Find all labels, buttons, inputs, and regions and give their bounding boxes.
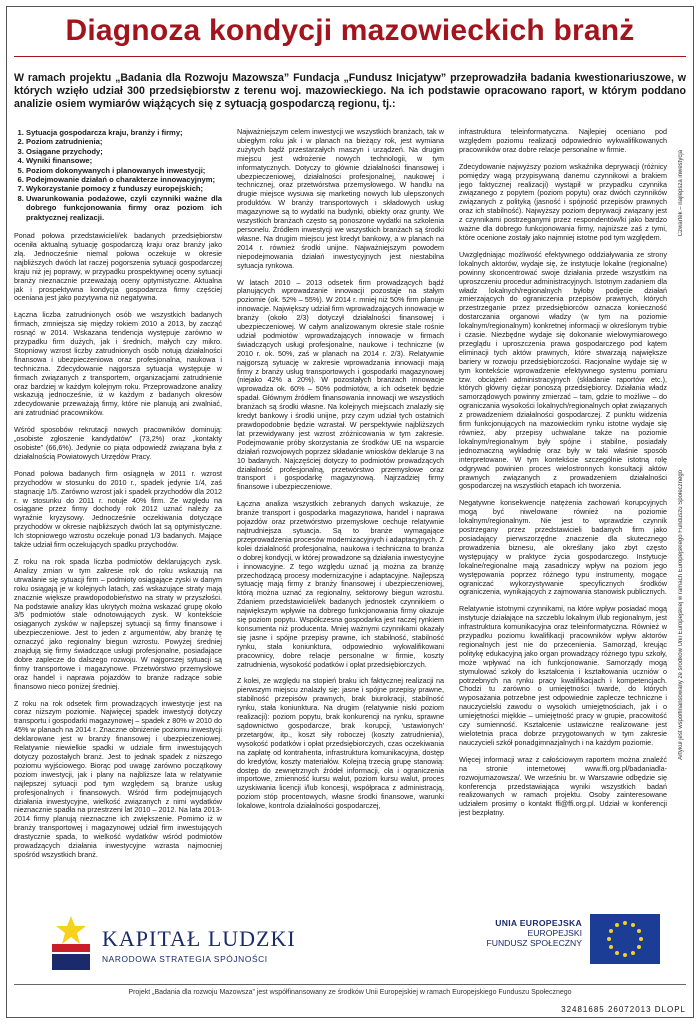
paragraph: Negatywne konsekwencje natężenia zachowań korupcyjnych mogą być niwelowane również na poziomie lokalnym/regionalnym. Nie jest to wprawdzie czynnik postrzegany przez przedstawicieli badanych firm jako posiadający pierwszorzędne znaczenie dla skutecznego prowadzenia biznesu, ale określany jako zbyt często występujący w praktyce życia gospodarczego. Instytucje lokalne/regionalne mają zasadniczy wpływ na poziom jego występowania poprzez różnego typu instrumenty, mogące ograniczać wykorzystywanie specyficznych środków ograniczenia, wynikających z zajmowania stanowisk publicznych. — [459, 498, 667, 597]
paragraph: Zdecydowanie najwyższy poziom wskaźnika deprywacji (różnicy pomiędzy wagą przypisywaną danemu czynnikowi a brakiem jego faktycznej realizacji) wystąpił w przypadku czynnika związanego z popytem (poziom popytu) oraz dwóch czynników związanych z polityką (jasność i spójność przepisów prawnych oraz ich stabilność). Najwyższy poziom deprywacji związany jest z czynnikami postrzeganymi przez respondentów/ki jako bardzo ważne dla dobrego funkcjonowania firmy, najniższe zaś z tymi, które ocenione zostały jako najmniej istotne pod tym względem. — [459, 161, 667, 242]
eu-logo — [474, 914, 674, 972]
eu-line-3: FUNDUSZ SPOŁECZNY — [486, 938, 582, 948]
eu-line-2: EUROPEJSKI — [527, 928, 582, 938]
paragraph: Relatywnie istotnymi czynnikami, na które wpływ posiadać mogą instytucje działające na szczeblu lokalnym i/lub regionalnym, jest infrastruktura komunikacyjna oraz teleinformatyczna. Również w przypadku poziomu kwalifikacji pracowników wpływ aktorów regionalnych jest nie do przecenienia. Samorząd, kreując politykę edukacyjną jako organ prowadzący różnego typu szkoły, może wpływać na ich funkcjonowanie. Samorządy mogą stymulować szkoły do kształcenia i kształtowania uczniów o potrzebnych na rynku pracy kwalifikacjach i kompetencjach. Chodzi tu zarówno o umiejętności twarde, do których wyposażania potrzebne jest odpowiednie zaplecze techniczne i nauczycielski zawodu o wysokich umiejętnościach, jak i o umiejętności miękkie – umiejętność pracy w grupie, pracowitość czy sumienność. Kształcenie ustawiczne realizowane jest wielotetnia praca dobrze przygotowanych w tym zakresie nauczycieli szkół ponadgimnazjalnych i na każdym poziomie. — [459, 604, 667, 747]
paragraph: Z roku na rok spada liczba podmiotów deklarujących zysk. Analizy zmian w tym zakresie rok do roku wskazują na utrwalanie się sytuacji firm – podmioty osiągające zyski w danym roku osiągają je w kolejnych latach, zaś wskazujące straty mają znacznie większe prawdopodobieństwo na straty w przyszłości. Na podstawie analizy klas ukrytych można wskazać grupę około 3/5 podmiotów stale odnotowujących zysk. W kontekście osiąganych zysków w najlepszej sytuacji są firmy finansowe i ubezpieczeniowe. Jest to jeden z argumentów, aby branżę tę oznaczyć jako regionalny biegun wzrostu. Powyżej średniej znajdują się firmy świadczące usługi profesjonalne, posiadające dobre zaplecze do dalszego rozwoju. W najgorszej sytuacji są firmy transportowe i magazynowe. Przetwórstwo przemysłowe oraz handel i naprawa pojazdów to branże radzące sobie finansowo nieco poniżej średniej. — [14, 556, 222, 691]
list-item: 6. Podejmowanie działań o charakterze innowacyjnym; — [26, 175, 222, 184]
title-divider — [14, 56, 686, 57]
list-item: 1. Sytuacja gospodarcza kraju, branży i firmy; — [26, 128, 222, 137]
paragraph: Uwzględniając możliwość efektywnego oddziaływania ze strony lokalnych aktorów, wydaje się, że instytucje lokalne (regionalne) powinny skoncentrować swoje działania przede wszystkim na uproszczeniu procedur administracyjnych. Istotnym zadaniem dla władz lokalnych/regionalnych byłoby podjęcie działań zmierzających do ograniczenia przepisów prawnych, których przestrzeganie przez przedsiębiorców oznacza konieczność dostarczania organowi władzy (w tym na poziomie lokalnym/regionalnym) konkretnej informacji w określonym trybie i czasie. Niezbędne wydaje się dokonanie wielowymiarowego przeglądu i uproszczenia prawa gospodarczego pod kątem eliminacji tych aktów prawnych, które stwarzają największe bariery w rozwoju przedsiębiorczości. Racjonalne wydaje się w tym kontekście wprowadzenie efektywnego systemu pomiaru tzw. obciążeń administracyjnych (składanie raportów etc.), których główny ciężar ponoszą przedsiębiorcy. Działania władz samorządowych powinny zmierzać – tam, gdzie to możliwe – do ograniczania wysokości lokalnych/regionalnych opłat związanych z prowadzeniem działalności gospodarczej. Z punktu widzenia firm funkcjonujących na mazowieckim rynku istotne wydaje się również, aby przepisy uchwalane także na poziomie lokalnym/regionalnym były spójne i stabilne, posiadały jednoznaczną wykładnię oraz były w taki właśnie sposób interpretowane. W tym kontekście szczególnie istotną rolę odgrywać powinien proces wielostronnych konsultacji aktów prawnych związanych z prowadzeniem działalności gospodarczej na wszystkich etapach ich tworzenia. — [459, 249, 667, 491]
paragraph: Łączna liczba zatrudnionych osób we wszystkich badanych firmach, zmniejsza się między rokiem 2010 a 2013, by zacząć rosnąć w 2014. Wskazana tendencja występuje zarówno w przypadku firm dużych, jak i średnich, małych czy mikro. Stopniowy wzrost liczby zatrudnionych osób notują działalności finansowa i ubezpieczeniowa oraz profesjonalna, naukowa i techniczna. Zdecydowanie najgorsza sytuacja występuje w firmach związanych z transportem, organizacjami zatrudnienie oraz bardziej w każdym kolejnym roku. Przeprowadzone analizy wskazują jednocześnie, iż w każdym z badanych okresów zdecydowanie przeważają firmy, które nie planują ani zwalniać, ani zatrudniać pracowników. — [14, 310, 222, 418]
paragraph: Najważniejszym celem inwestycji we wszystkich branżach, tak w ubiegłym roku jak i w planach na bieżący rok, jest wymiana zużytych bądź przestarzałych maszyn i urządzeń. Na drugim miejscu jest wdrożenie nowych technologii, w tym informatycznych. Dotyczy to głównie działalności finansowej i ubezpieczeniowej, działalności profesjonalnej, naukowej i technicznej, oraz przetwórstwa przemysłowego. W handlu na drugie miejsce wysuwa się marketing nowych lub ulepszonych produktów. W branży transportowych i składowych usług magazynowe są to wydatki na budynki, obiekty oraz grunty. We wszystkich branżach często są ponoszone wydatki na szkolenia personelu. Źródłem inwestycji we wszystkich branżach są środki własne. Na drugim miejscu jest kredyt bankowy, a w planach na 2014 r. również środki unijne. Najważniejszym powodem niepodejmowania działań inwestycyjnych jest niestabilna sytuacja rynkowa. — [237, 128, 444, 270]
footer-divider — [14, 984, 686, 985]
kl-subtitle: NARODOWA STRATEGIA SPÓJNOŚCI — [102, 954, 268, 964]
paragraph: W latach 2010 – 2013 odsetek firm prowadzących bądź planujących wprowadzanie innowacji pozostaje na stałym poziomie (ok. 52% – 55%). W 2014 r. mniej niż 50% firm planuje innowacje. Największy udział firm wprowadzających innowacje w branży (około 2/3) dotyczył działalności finansowej i ubezpieczeniowej. W całym analizowanym okresie stale rośnie udział podmiotów wprowadzających innowacje w firmach świadczących usługi profesjonalne, naukowe i techniczne (w 2010 r. ok. 50%, zaś w planach na 2014 r. 2/3). Relatywnie najgorszą sytuację w zakresie wprowadzania innowacji mają firmy z branży usług transportowych i gospodarki magazynowej (niejako 42% a 20%). W pozostałych branżach innowacje wprowadza ok. 60% – 50% podmiotów, a ich odsetek będzie spadał. Głównym źródłem finansowania innowacji we wszystkich branżach są środki własne. Na kolejnych miejscach znalazły się kredyt bankowy i środki unijne, przy czym udział tych ostatnich prawdopodobnie będzie wzrastał. W perspektywie najbliższych lat przewidywany jest wzrost zróżnicowania w tym zakresie. Podejmowanie próby skorzystania ze środków UE na wsparcie działań rozwojowych poprzez składanie wniosków deklaruje 3 na 10 badanych. Najczęściej dotyczy to podmiotów prowadzących działalność profesjonalną, przetwórstwo przemysłowe oraz transport i gospodarkę magazynową. Najrzadziej firmy finansowe i ubezpieczeniowe. — [237, 277, 444, 492]
list-item: 2. Poziom zatrudnienia; — [26, 137, 222, 146]
paragraph: Wśród sposobów rekrutacji nowych pracowników dominują: „osobiste zgłoszenie kandydatów” (73,2%) oraz „kontakty osobiste” (66,6%). Jedynie co piąta odpowiedź związana była z działalnością Powiatowych Urzędów Pracy. — [14, 425, 222, 461]
eu-flag-icon — [590, 914, 660, 964]
logos-bar — [14, 908, 686, 978]
list-item: 4. Wyniki finansowe; — [26, 156, 222, 165]
list-item: 3. Osiągane przychody; — [26, 147, 222, 156]
eu-text — [474, 918, 582, 948]
print-stamp: 32481685 26072013 DLOPL — [561, 1005, 686, 1014]
dimensions-list — [14, 128, 222, 222]
paragraph: Ponad połowa przedstawicieli/ek badanych przedsiębiorstw oceniła aktualną sytuację gospodarczą kraju oraz branży jako złą. Jednocześnie niemal połowa oczekuje w okresie najbliższych dwóch lat raczej pogorszenia sytuacji gospodarczej kraju niż jej poprawy, w przypadku prospektywnej oceny sytuacji branży nieznacznie przeważają oceny optymistyczne. Aktualna jak i prospektywna kondycja gospodarcza firmy częściej oceniana jest jako pozytywna niż negatywna. — [14, 231, 222, 303]
column-1 — [14, 128, 222, 900]
footer-note: Projekt „Badania dla rozwoju Mazowsza” jest współfinansowany ze środków Unii Europejskiej w ramach Europejskiego Funduszu Społecznego — [128, 989, 572, 996]
paragraph: infrastruktura teleinformatyczna. Najlepiej oceniano pod względem poziomu realizacji odpowiednio wykwalifikowanych pracowników oraz dobre relacje personalne w firmie. — [459, 128, 667, 154]
article-intro: W ramach projektu „Badania dla Rozwoju Mazowsza” Fundacja „Fundusz Inicjatyw” przeprowadziła badania kwestionariuszowe, w których wzięło udział 300 przedsiębiorstw z terenu woj. mazowieckiego. Na ich podstawie opracowano raport, w którym poddano analizie osiem wymiarów wiążących się z sytuacją gospodarczą regionu, tj.: — [14, 72, 686, 110]
paragraph: Ponad połowa badanych firm osiągnęła w 2011 r. wzrost przychodów w stosunku do 2010 r., spadek jedynie 1/4, zaś stagnację 1/5. Zarówno wzrost jak i spadek przychodów dla 2012 r. w stosunku do 2011 r. notuje 40% firm. Ze względu na osiągane przez firmy dochody rok 2012 uznać należy za wyraźnie kryzysowy. Jednocześnie oczekiwania dotyczące przychodów w okresie najbliższych dwóch lat są optymistyczne. Ich stopniowego wzrostu oczekuje ponad 1/3 badanych. Mające także udział firm oczekujących spadku przychodów. — [14, 468, 222, 550]
list-item: 5. Poziom dokonywanych i planowanych inwestycji; — [26, 166, 222, 175]
list-item: 7. Wykorzystanie pomocy z funduszy europejskich; — [26, 184, 222, 193]
side-note-bottom: Artykuł jest współfinansowany ze środków Unii Europejskiej w ramach Europejskiego Funduszu Społecznego — [678, 470, 684, 760]
article-title: Diagnoza kondycji mazowieckich branż — [65, 14, 635, 47]
kapital-ludzki-logo — [48, 914, 296, 972]
side-note-top: Czwartek – najlepsza inwestycja — [678, 150, 684, 237]
column-2 — [237, 128, 444, 900]
paragraph: Łączna analiza wszystkich zebranych danych wskazuje, że branże transport i gospodarka magazynowa, handel i naprawa pojazdów oraz przetwórstwo przemysłowe cechuje relatywnie najtrudniejsza sytuacja. Są to branże wymagające przeprowadzenia procesów modernizacyjnych i adaptacyjnych. Z kolei działalność profesjonalna, naukowa i techniczna to branża o dobrej kondycji, w której prowadzone są działania inwestycyjne i innowacyjne. Z tego względu uznać ją można za branżę przechodzącą procesy modernizacyjne i adaptacyjne. Najlepszą sytuację mają firmy z branży finansowej i ubezpieczeniowej, którą można uznać za regionalny, sektorowy biegun wzrostu. Zdaniem przedstawicieli/ek badanych jednostek czynnikiem o największym wpływie na dobrego funkcjonowania firmy okazuje się poziom popytu. Współczesna gospodarka jest raczej rynkiem konsumenta niż producenta. Mniej ważnymi czynnikami okazały się jasne i spójne przepisy prawne, ich stabilność, stabilność rynku, stała koniunktura, odpowiednio wykwalifikowani pracownicy, dobre relacje personalne w firmie, koszty zatrudnienia, wysokość podatków i opłat przedsiębiorczych. — [237, 499, 444, 669]
paragraph: Więcej informacji wraz z całościowym raportem można znaleźć na stronie internetowej www.ffi.org.pl/badaniadla-rozwojumazowsza/. We wrześniu br. w Warszawie odbędzie się konferencja przedstawiająca wyniki wszystkich badań realizowanych w ramach projektu. Osoby zainteresowane udziałem prosimy o kontakt ffi@ffi.org.pl. Udział w konferencji jest bezpłatny. — [459, 754, 667, 818]
kl-title: KAPITAŁ LUDZKI — [102, 926, 296, 951]
eu-line-1: UNIA EUROPEJSKA — [495, 918, 582, 928]
kl-emblem-icon — [48, 914, 94, 972]
paragraph: Z roku na rok odsetek firm prowadzących inwestycje jest na coraz niższym poziomie. Najwięcej spadek inwestycji dotyczy transportu i gospodarki magazynowej – spadek z 80% w 2010 do 45% w planach na 2014 r. Znaczne obniżenie poziomu inwestycji deklarowane jest w branży finansowej i ubezpieczeniowej. Relatywnie niewielkie spadki w udziale firm inwestujących dotyczy pozostałych branż. Jest to jednak spadek z niższego poziomu wyjściowego. Biorąc pod uwagę zarówno początkowy poziom inwestycji, jak i plany na najbliższe lata w relatywnie najlepszej sytuacji pod tym względem są branże usług profesjonalnych i finansowych. Wśród firm podejmujących działania inwestycyjne, wielkość związanych z nimi wydatków nieznacznie spadła na przestrzeni lat 2010 – 2012. Na lata 2013-2014 firmy planują nieznaczne ich zwiększenie. Pomimo iż w branży transportowej i magazynowej udział firm inwestujących drastycznie spada, to wielkość wydatków wśród podmiotów prowadzących działania inwestycyjne wzrasta najmocniej spośród wszystkich branż. — [14, 698, 222, 859]
column-3 — [459, 128, 667, 900]
list-item: 8. Uwarunkowania podażowe, czyli czynniki ważne dla dobrego funkcjonowania firmy oraz poziom ich praktycznej realizacji. — [26, 194, 222, 222]
paragraph: Z kolei, ze względu na stopień braku ich faktycznej realizacji na pierwszym miejscu znalazły się: jasne i spójne przepisy prawne, stabilność przepisów prawnych, brak biurokracji, stabilność rynku, stała koniunktura. Na drugim (relatywnie niski poziom realizacji): poziom popytu, brak konkurencji na rynku, sprawne sądownictwo gospodarcze, brak korupcji, 'ustawionych' przetargów, itp., koszt siły roboczej (koszty zatrudnienia), wysokość podatków i opłat przedsiębiorczych, czas oczekiwania na zapłatę od kontrahenta, infrastruktura komunikacyjna, dostęp do kredytów, koszty materiałów. Kolejną trzecią grupę stanowią: dostęp do zewnętrznych źródeł informacji, cła i ograniczenia importowe, zmienność kursu walut, poziom kursu walut, proces uzyskiwania licencji i/lub koncesji, współpraca z administracją, poziom stóp procentowych, własne środki finansowe, warunki lokalowe, kontrola działalności gospodarczej, — [237, 676, 444, 811]
